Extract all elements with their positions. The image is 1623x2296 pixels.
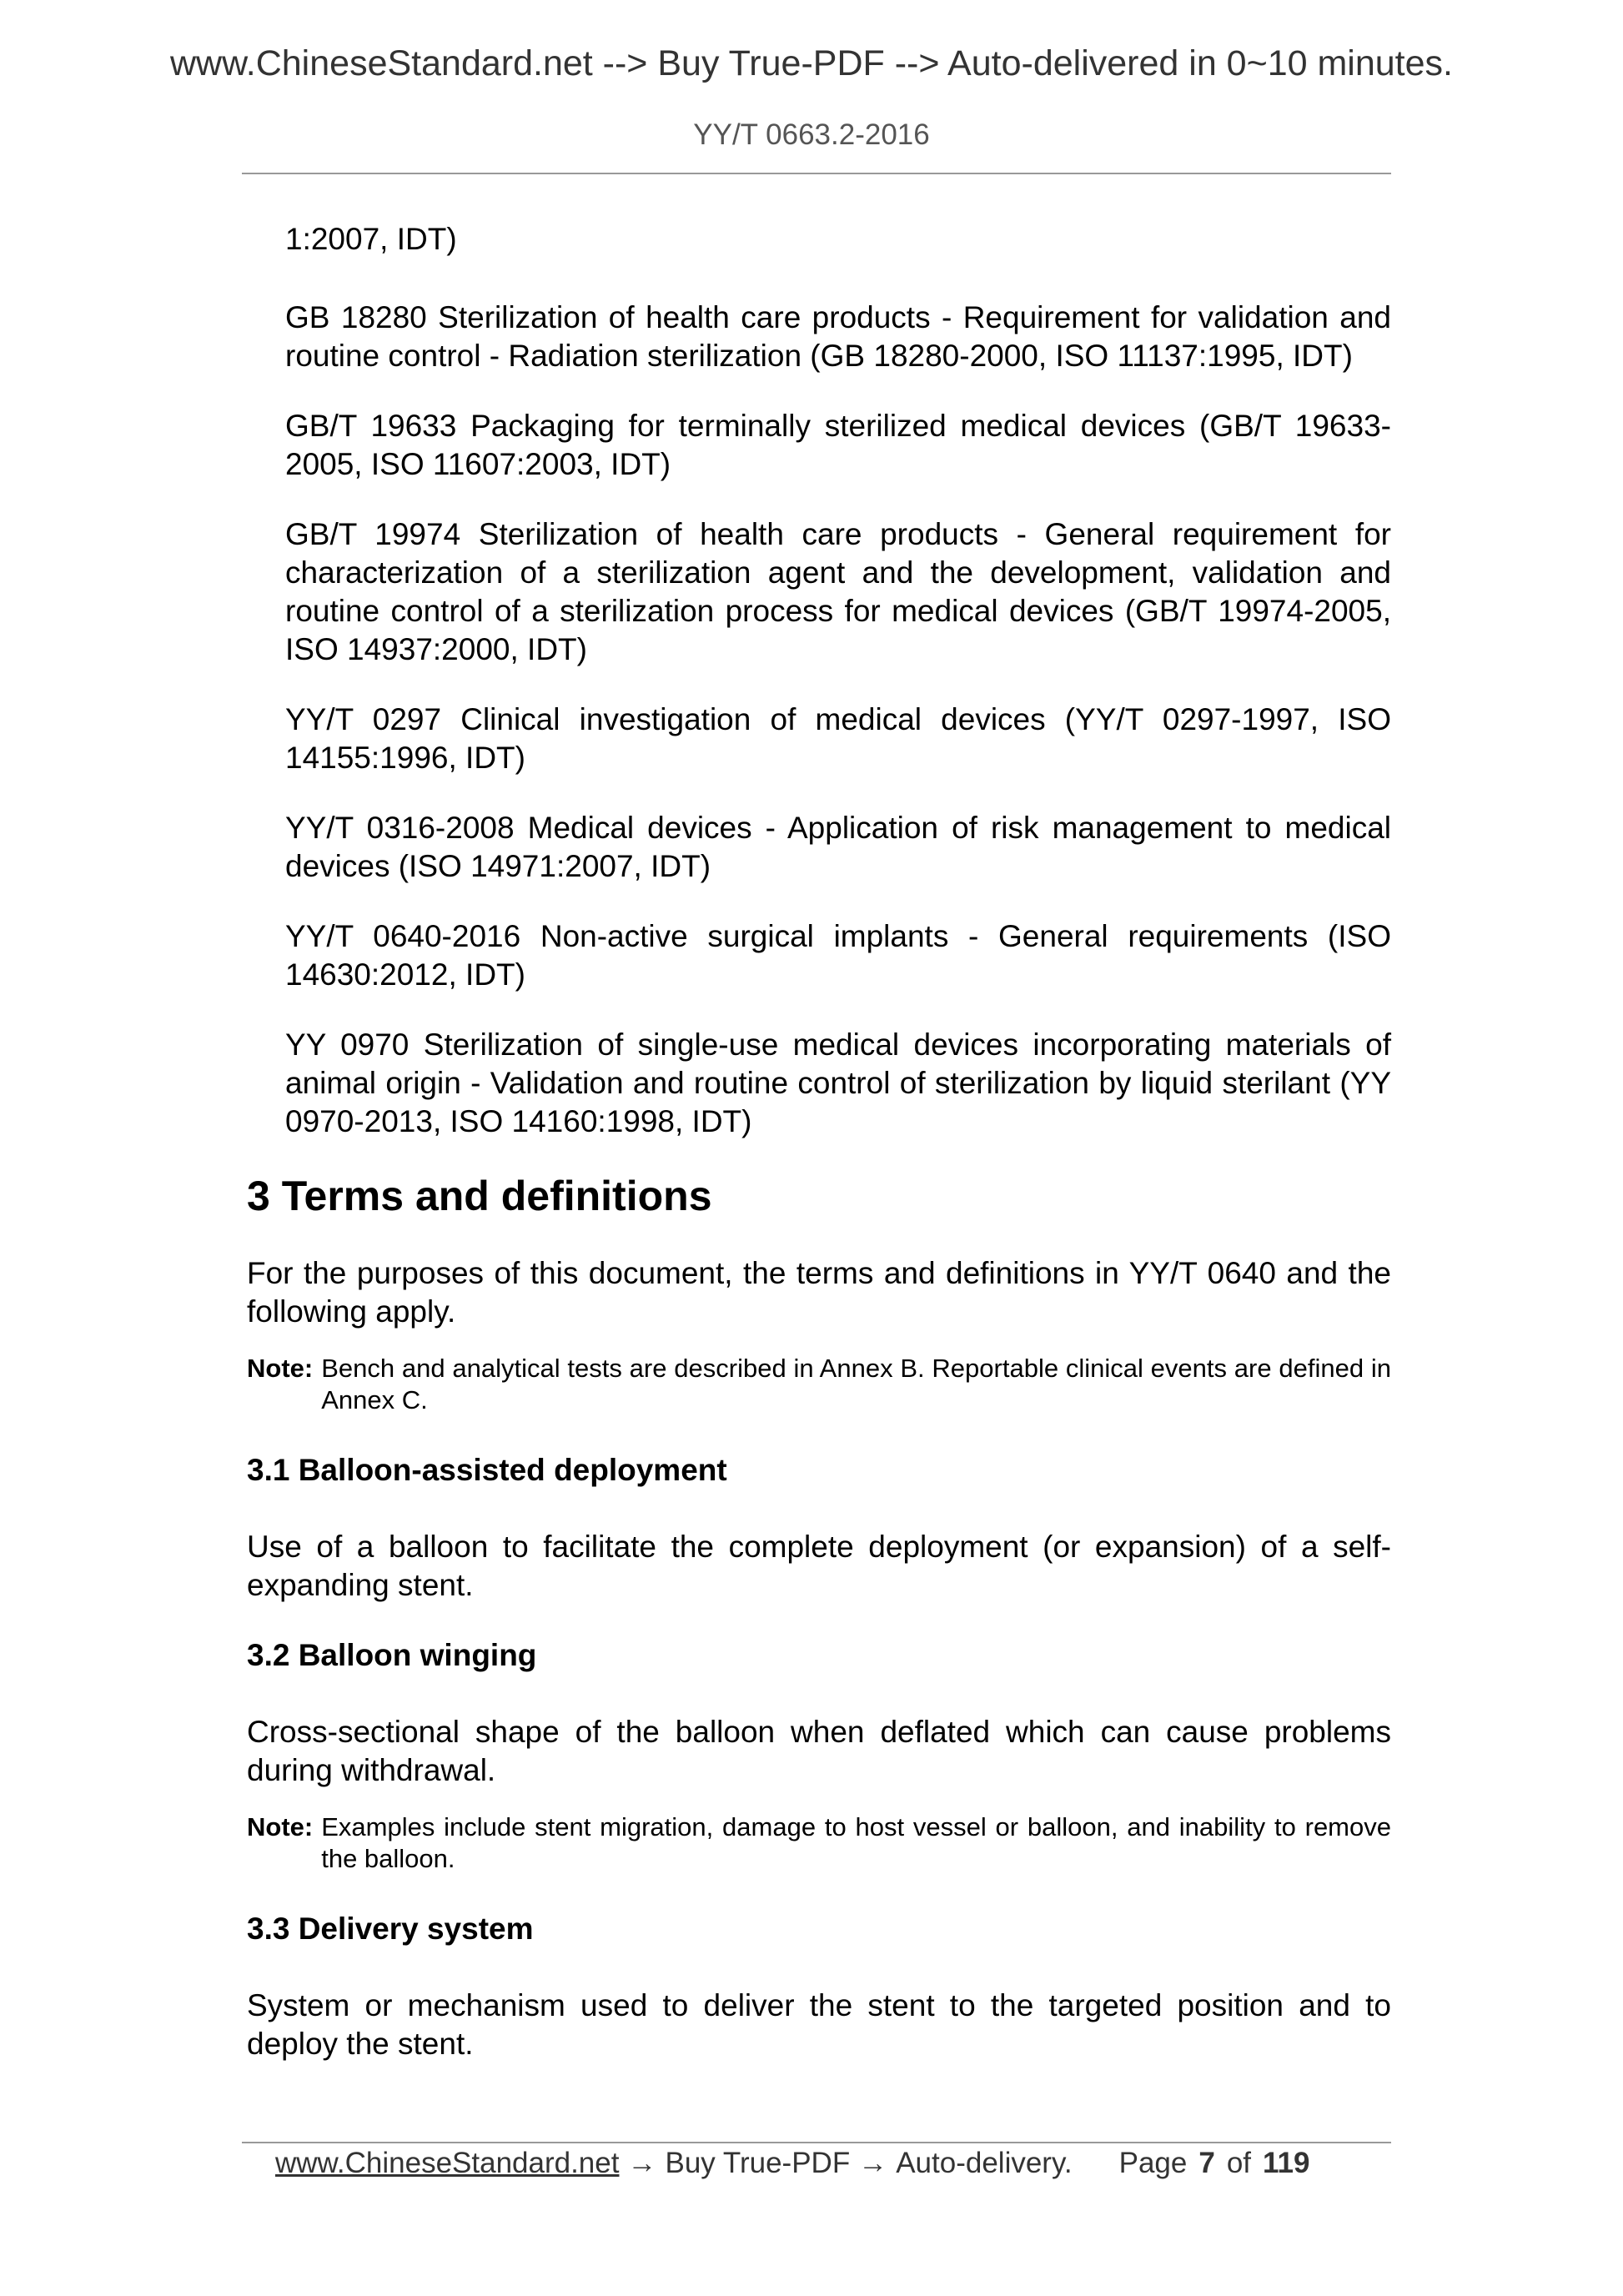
term-definition: Cross-sectional shape of the balloon when deflated which can cause problems during withdrawal. [247, 1715, 1391, 1787]
note-text: Examples include stent migration, damage to host vessel or balloon, and inability to remove the balloon. [321, 1812, 1391, 1873]
reference-item: 1:2007, IDT) [285, 222, 457, 256]
of-label: of [1226, 2147, 1252, 2179]
header-divider [242, 173, 1391, 174]
reference-item: GB/T 19633 Packaging for terminally sterilized medical devices (GB/T 19633-2005, ISO 11607:2003, IDT) [285, 409, 1391, 481]
term-definition: Use of a balloon to facilitate the complete deployment (or expansion) of a self-expanding stent. [247, 1530, 1391, 1602]
document-id: YY/T 0663.2-2016 [693, 118, 930, 151]
page-footer [275, 2147, 1359, 2180]
footer-delivery-text: Auto-delivery. [896, 2147, 1073, 2179]
footer-buy-text: Buy True-PDF [665, 2147, 851, 2179]
page-label: Page [1118, 2147, 1188, 2179]
page-body [247, 220, 1391, 2085]
note [247, 1811, 1391, 1875]
note-label: Note: [247, 1354, 314, 1383]
note-text: Bench and analytical tests are described in Annex B. Reportable clinical events are defined in Annex C. [321, 1354, 1391, 1414]
section-intro: For the purposes of this document, the terms and definitions in YY/T 0640 and the following apply. [247, 1256, 1391, 1329]
reference-item: GB/T 19974 Sterilization of health care products - General requirement for characterization of a sterilization agent and the development, validation and routine control of a sterilization process for medical devices (GB/T 19974-2005, ISO 14937:2000, IDT) [285, 517, 1391, 666]
page-total: 119 [1263, 2147, 1310, 2179]
note [247, 1353, 1391, 1416]
section-heading: 3 Terms and definitions [247, 1173, 712, 1219]
arrow-right-icon: → [627, 2147, 657, 2179]
term-heading: 3.1 Balloon-assisted deployment [247, 1453, 727, 1487]
footer-site-link[interactable]: www.ChineseStandard.net [275, 2147, 620, 2179]
term-heading: 3.3 Delivery system [247, 1912, 534, 1946]
reference-item: YY/T 0640-2016 Non-active surgical implants - General requirements (ISO 14630:2012, IDT) [285, 919, 1391, 992]
reference-item: YY/T 0297 Clinical investigation of medical devices (YY/T 0297-1997, ISO 14155:1996, IDT) [285, 702, 1391, 775]
arrow-right-icon: → [858, 2147, 888, 2179]
term-definition: System or mechanism used to deliver the stent to the targeted position and to deploy the stent. [247, 1988, 1391, 2061]
reference-item: YY/T 0316-2008 Medical devices - Application of risk management to medical devices (ISO 14971:2007, IDT) [285, 811, 1391, 883]
note-label: Note: [247, 1812, 314, 1841]
footer-divider [242, 2142, 1391, 2143]
page-number: 7 [1198, 2147, 1215, 2179]
reference-item: GB 18280 Sterilization of health care products - Requirement for validation and routine control - Radiation sterilization (GB 18280-2000, ISO 11137:1995, IDT) [285, 300, 1391, 373]
term-heading: 3.2 Balloon winging [247, 1638, 537, 1672]
top-banner: www.ChineseStandard.net --> Buy True-PDF --> Auto-delivered in 0~10 minutes. [169, 43, 1453, 83]
reference-item: YY 0970 Sterilization of single-use medical devices incorporating materials of animal origin - Validation and routine control of sterilization by liquid sterilant (YY 0970-2013, ISO 14160:1998, IDT) [285, 1027, 1391, 1138]
